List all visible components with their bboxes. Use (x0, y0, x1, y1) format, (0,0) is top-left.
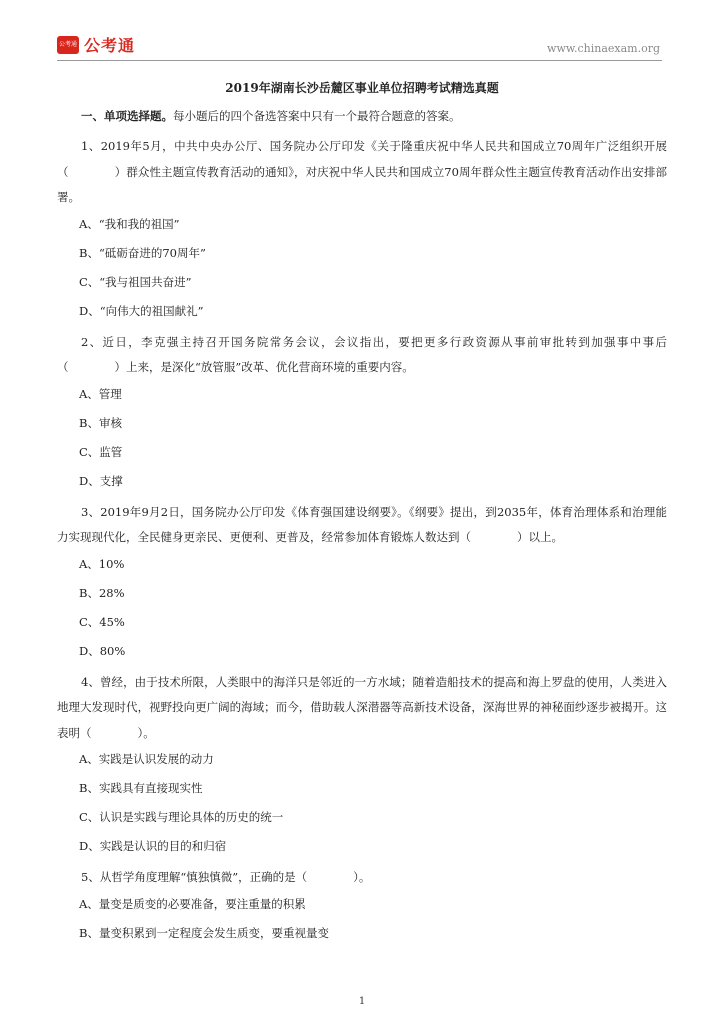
logo-badge: 公考通 (57, 36, 79, 54)
option-d: D、“向伟大的祖国献礼” (79, 303, 204, 318)
question-stem: 2、近日，李克强主持召开国务院常务会议，会议指出，要把更多行政资源从事前审批转到加强事中事后（ ）上来，是深化“放管服”改革、优化营商环境的重要内容。 (57, 334, 667, 374)
section-heading-label: 一、单项选择题。 (81, 109, 173, 123)
option-a: A、管理 (79, 386, 122, 401)
option-b: B、28% (79, 585, 125, 600)
document-body (57, 78, 667, 952)
option-b: B、实践具有直接现实性 (79, 781, 203, 795)
question-stem: 3、2019年9月2日，国务院办公厅印发《体育强国建设纲要》。《纲要》提出，到2035年，体育治理体系和治理能力实现现代化，全民健身更亲民、更便利、更普及，经常参加体育锻炼人数达到（ ）以上。 (57, 504, 667, 544)
option-c: C、认识是实践与理论具体的历史的统一 (79, 810, 284, 824)
section-heading-instruction: 每小题后的四个备选答案中只有一个最符合题意的答案。 (173, 109, 461, 123)
question-4 (57, 670, 667, 857)
logo-text: 公考通 (84, 36, 136, 55)
question-stem: 4、曾经，由于技术所限，人类眼中的海洋只是邻近的一方水域；随着造船技术的提高和海上罗盘的使用，人类进入地理大发现时代，视野投向更广阔的海域；而今，借助载人深潜器等高新技术设备，深海世界的神秘面纱逐步被揭开。这表明（ ）。 (57, 674, 667, 740)
option-c: C、“我与祖国共奋进” (79, 274, 192, 289)
question-2 (57, 330, 667, 491)
option-c: C、45% (79, 614, 125, 629)
option-a: A、10% (79, 556, 125, 571)
option-d: D、支撑 (79, 473, 123, 488)
question-stem: 5、从哲学角度理解“慎独慎微”，正确的是（ ）。 (81, 870, 371, 884)
option-c: C、监管 (79, 444, 123, 459)
page-number: 1 (358, 996, 366, 1007)
option-b: B、“砥砺奋进的70周年” (79, 245, 206, 260)
document-title: 2019年湖南长沙岳麓区事业单位招聘考试精选真题 (225, 81, 499, 95)
option-b: B、量变积累到一定程度会发生质变，要重视量变 (79, 925, 329, 940)
section-heading (57, 106, 667, 126)
site-url: www.chinaexam.org (547, 42, 660, 55)
question-1 (57, 134, 667, 321)
option-a: A、“我和我的祖国” (79, 216, 180, 231)
header-divider (57, 60, 662, 61)
option-d: D、80% (79, 643, 126, 658)
question-5 (57, 865, 667, 943)
option-a: A、实践是认识发展的动力 (79, 752, 214, 766)
option-b: B、审核 (79, 415, 122, 430)
option-d: D、实践是认识的目的和归宿 (79, 839, 227, 853)
question-stem: 1、2019年5月，中共中央办公厅、国务院办公厅印发《关于隆重庆祝中华人民共和国成立70周年广泛组织开展（ ）群众性主题宣传教育活动的通知》，对庆祝中华人民共和国成立70周年群众性主题宣传教育活动作出安排部署。 (57, 139, 667, 204)
page-header (0, 0, 724, 70)
option-a: A、量变是质变的必要准备，要注重量的积累 (79, 896, 306, 911)
question-3 (57, 500, 667, 661)
